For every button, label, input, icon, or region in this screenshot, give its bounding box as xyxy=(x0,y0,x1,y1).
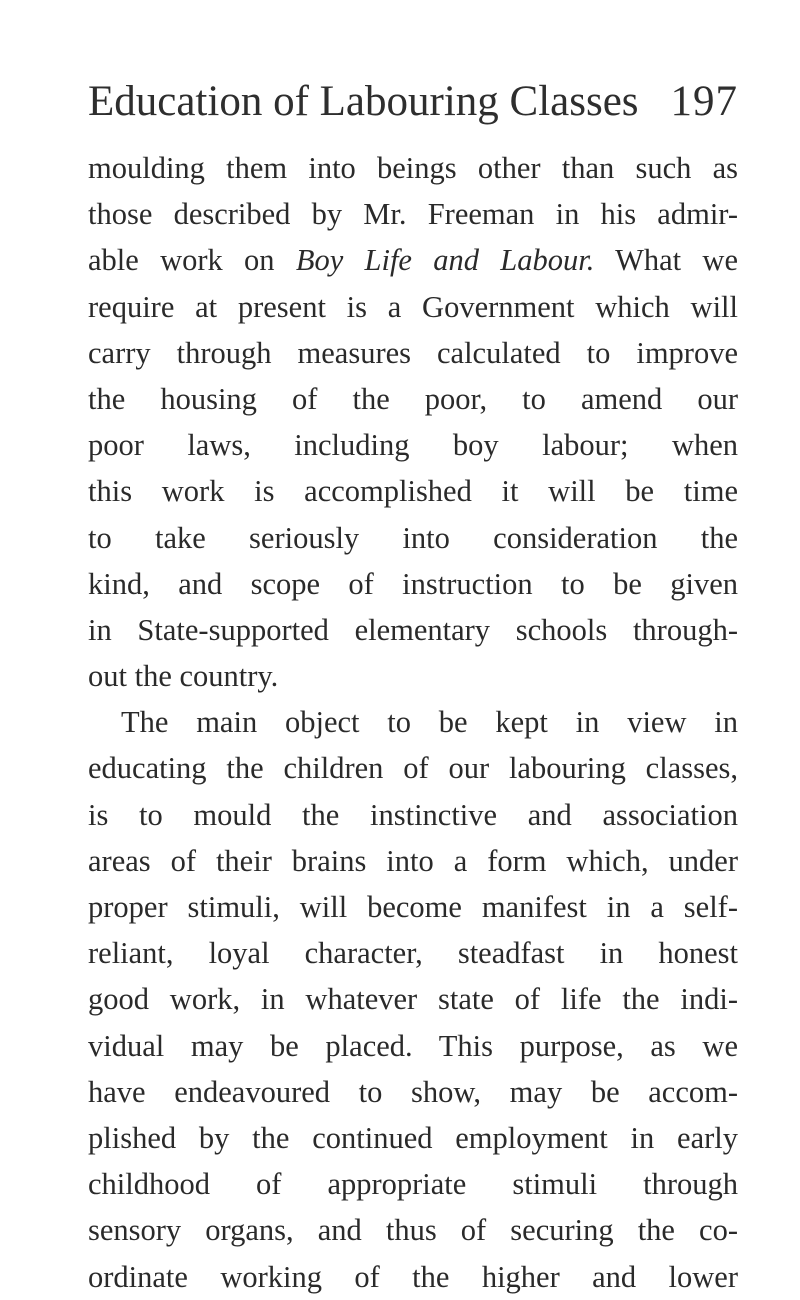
text-line: carry through measures calculated to improve xyxy=(88,335,738,370)
text-line: require at present is a Government which will xyxy=(88,289,738,324)
text-line: have endeavoured to show, may be accom- xyxy=(88,1074,738,1109)
text-line: The main object to be kept in view in xyxy=(121,705,738,740)
running-head xyxy=(88,72,738,132)
text-line: sensory organs, and thus of securing the co- xyxy=(88,1213,738,1248)
text-line: plished by the continued employment in early xyxy=(88,1120,738,1155)
text-line: poor laws, including boy labour; when xyxy=(88,428,738,463)
text-line: moulding them into beings other than such as xyxy=(88,151,738,185)
body-text xyxy=(88,145,738,1300)
text-line xyxy=(88,237,738,283)
text-line: kind, and scope of instruction to be given xyxy=(88,566,738,601)
chapter-title: Education of Labouring Classes xyxy=(88,78,639,125)
text-line: childhood of appropriate stimuli through xyxy=(88,1167,738,1202)
text-line: the housing of the poor, to amend our xyxy=(88,381,738,416)
text-line: those described by Mr. Freeman in his admir- xyxy=(88,197,738,232)
text-line: this work is accomplished it will be time xyxy=(88,474,738,509)
text-line: in State-supported elementary schools through- xyxy=(88,612,738,647)
text-line: good work, in whatever state of life the indi- xyxy=(88,982,738,1017)
text-line: reliant, loyal character, steadfast in honest xyxy=(88,936,738,971)
text-line: vidual may be placed. This purpose, as we xyxy=(88,1028,738,1063)
text-line: out the country. xyxy=(88,659,279,694)
text-segment: able work on xyxy=(88,243,275,278)
text-line: areas of their brains into a form which, under xyxy=(88,843,738,878)
text-line: ordinate working of the higher and lower xyxy=(88,1259,738,1294)
book-title: Boy Life and Labour. xyxy=(295,243,595,278)
text-line: proper stimuli, will become manifest in a self- xyxy=(88,890,738,924)
text-line: to take seriously into consideration the xyxy=(88,520,738,555)
page-number: 197 xyxy=(670,78,738,125)
text-line: educating the children of our labouring classes, xyxy=(88,751,738,786)
text-segment: What we xyxy=(615,243,738,278)
text-line: is to mould the instinctive and association xyxy=(88,797,738,832)
